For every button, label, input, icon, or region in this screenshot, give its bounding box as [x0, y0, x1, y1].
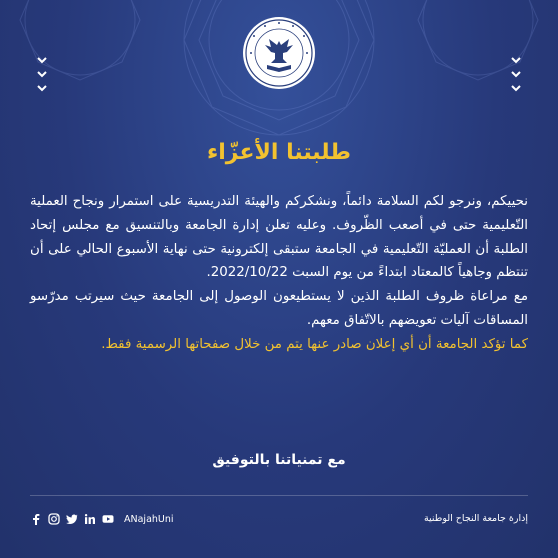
twitter-icon[interactable]: [66, 513, 78, 525]
social-links: [30, 510, 174, 528]
instagram-icon[interactable]: [48, 513, 60, 525]
page-title: طلبتنا الأعزّاء: [207, 140, 351, 165]
social-handle[interactable]: ANajahUni: [124, 513, 174, 525]
announcement-paragraph: مع مراعاة ظروف الطلبة الذين لا يستطيعون الوصول إلى الجامعة حيث سيرتب مدرّسو المساقات آليات تعويضهم بالاتّفاق معهم.: [30, 289, 528, 328]
youtube-icon[interactable]: [102, 513, 114, 525]
announcement-paragraph: نحييكم، ونرجو لكم السلامة دائماً، ونشكركم والهيئة التدريسية على استمرار ونجاح العملية التّعليمية حتى في أصعب الظّروف. وعليه تعلن إدارة الجامعة وبالتنسيق مع مجلس إتحاد الطلبة أن العمليّة التّعليمية في الجامعة ستبقى إلكترونية حتى نهاية الأسبوع الحالي على أن تنتظم وجاهياً كالمعتاد ابتداءً من يوم السبت 2022/10/22.: [30, 194, 528, 281]
highlight-note: كما تؤكد الجامعة أن أي إعلان صادر عنها يتم من خلال صفحاتها الرسمية فقط.: [101, 336, 528, 352]
chevron-down-icon: [511, 55, 521, 65]
chevron-decoration-left: [36, 55, 48, 97]
signature: إدارة جامعة النجاح الوطنية: [423, 513, 528, 524]
chevron-down-icon: [37, 69, 47, 79]
chevron-down-icon: [37, 55, 47, 65]
university-logo: [241, 15, 317, 91]
chevron-down-icon: [511, 83, 521, 93]
facebook-icon[interactable]: [30, 513, 42, 525]
chevron-decoration-right: [510, 55, 522, 97]
chevron-down-icon: [511, 69, 521, 79]
announcement-body: [30, 190, 528, 357]
footer-divider: [30, 495, 528, 496]
closing-text: مع تمنياتنا بالتوفيق: [212, 452, 346, 468]
chevron-down-icon: [37, 83, 47, 93]
linkedin-icon[interactable]: [84, 513, 96, 525]
